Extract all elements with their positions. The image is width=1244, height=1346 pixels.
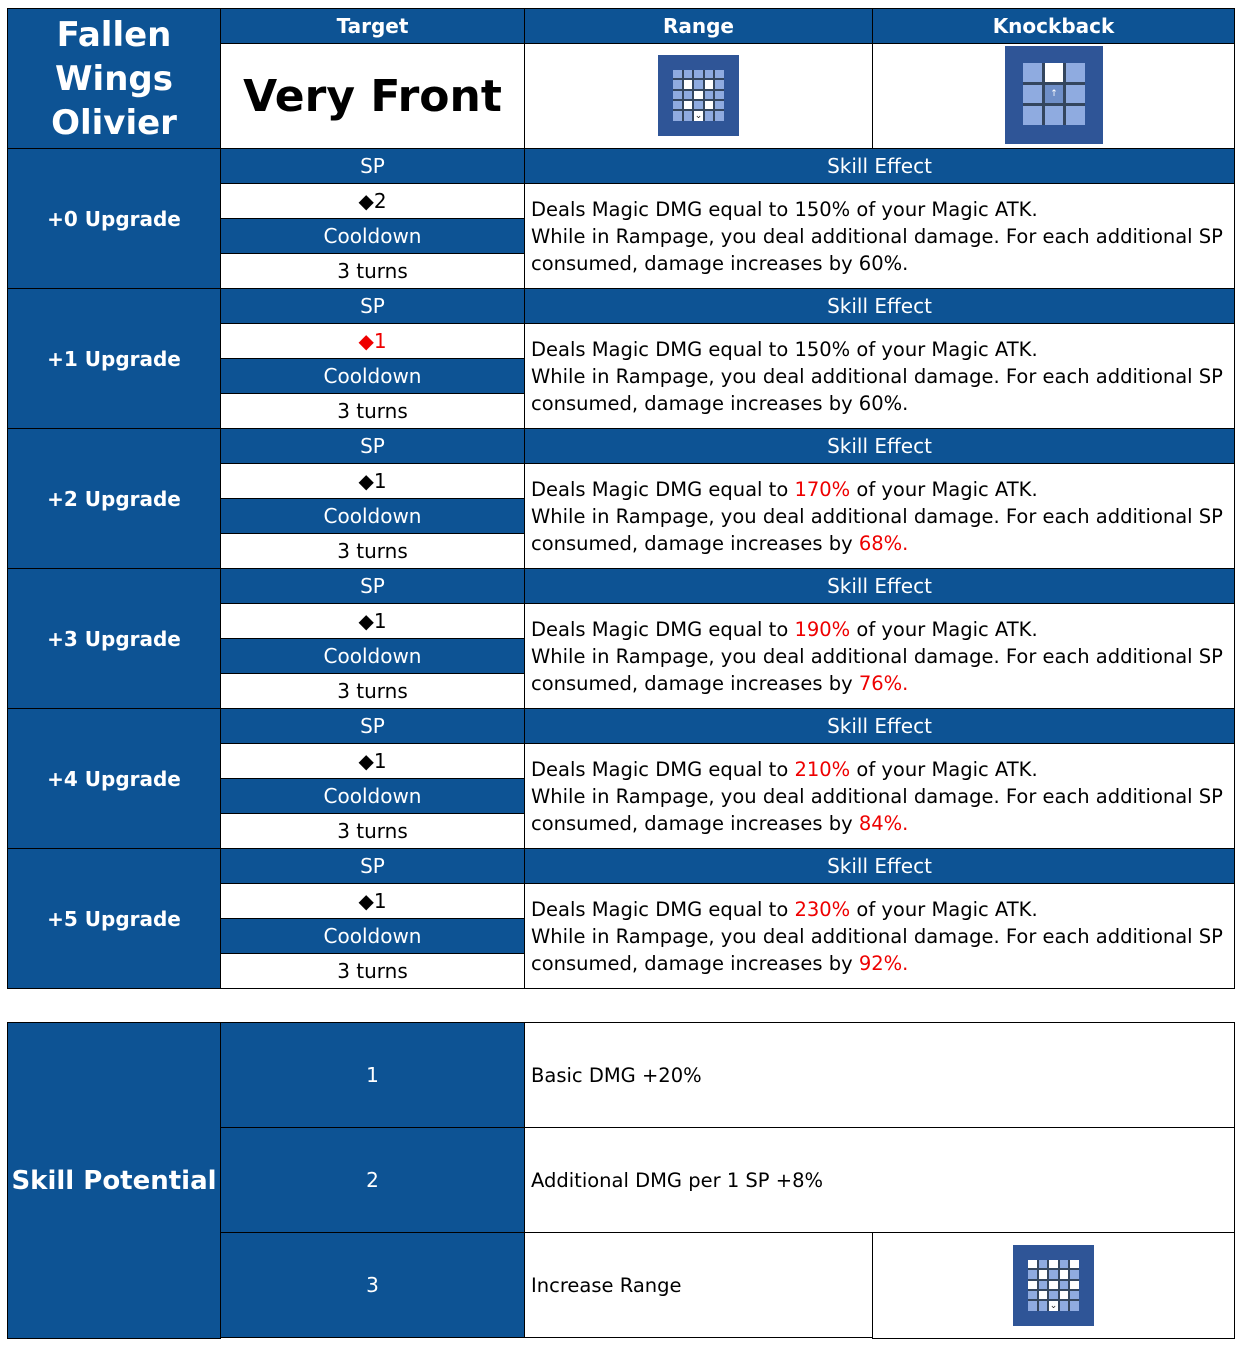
sp-number: 1: [373, 329, 387, 353]
sp-value: [220, 463, 525, 499]
sp-number: 1: [373, 469, 387, 493]
sp-header: SP: [220, 428, 525, 464]
target-value: Very Front: [220, 43, 525, 149]
range-grid-icon: ⌄: [658, 55, 739, 136]
knockback-cell: [872, 43, 1235, 149]
skill-effect-header: Skill Effect: [524, 568, 1235, 604]
sp-header: SP: [220, 568, 525, 604]
cooldown-header: Cooldown: [220, 638, 525, 674]
upgrade-label: +0 Upgrade: [7, 148, 221, 289]
potential-text: Basic DMG +20%: [524, 1022, 1235, 1128]
upgrade-label: +3 Upgrade: [7, 568, 221, 709]
sp-value: [220, 603, 525, 639]
target-header: Target: [220, 8, 525, 44]
cooldown-header: Cooldown: [220, 778, 525, 814]
sp-number: 1: [373, 889, 387, 913]
potential-number: 3: [220, 1232, 525, 1338]
skill-effect-header: Skill Effect: [524, 288, 1235, 324]
cooldown-header: Cooldown: [220, 498, 525, 534]
sp-value: [220, 743, 525, 779]
skill-effect-text: Deals Magic DMG equal to 230% of your Magic ATK. While in Rampage, you deal additional damage. For each additional SP consumed, damage increases by 92%.: [524, 883, 1235, 989]
cooldown-header: Cooldown: [220, 918, 525, 954]
potential-range-cell: [872, 1232, 1235, 1339]
sp-value: [220, 323, 525, 359]
skill-effect-text: Deals Magic DMG equal to 150% of your Magic ATK. While in Rampage, you deal additional damage. For each additional SP consumed, damage increases by 60%.: [524, 323, 1235, 429]
sp-diamond-icon: ◆: [358, 189, 374, 213]
sp-number: 2: [373, 189, 387, 213]
skill-effect-header: Skill Effect: [524, 428, 1235, 464]
skill-effect-text: Deals Magic DMG equal to 150% of your Magic ATK. While in Rampage, you deal additional damage. For each additional SP consumed, damage increases by 60%.: [524, 183, 1235, 289]
range-header: Range: [524, 8, 873, 44]
skill-effect-text: Deals Magic DMG equal to 170% of your Magic ATK. While in Rampage, you deal additional damage. For each additional SP consumed, damage increases by 68%.: [524, 463, 1235, 569]
range-cell: [524, 43, 873, 149]
potential-number: 1: [220, 1022, 525, 1128]
upgrade-label: +4 Upgrade: [7, 708, 221, 849]
sp-header: SP: [220, 288, 525, 324]
cooldown-header: Cooldown: [220, 218, 525, 254]
sp-header: SP: [220, 848, 525, 884]
skill-effect-header: Skill Effect: [524, 708, 1235, 744]
potential-number: 2: [220, 1127, 525, 1233]
sp-header: SP: [220, 708, 525, 744]
cooldown-value: 3 turns: [220, 533, 525, 569]
knockback-up-icon: ↑: [1005, 46, 1103, 144]
upgrade-label: +5 Upgrade: [7, 848, 221, 989]
cooldown-value: 3 turns: [220, 813, 525, 849]
skill-potential-title: Skill Potential: [7, 1022, 221, 1339]
sp-diamond-icon: ◆: [358, 469, 374, 493]
skill-name: Fallen Wings Olivier: [7, 8, 221, 149]
cooldown-value: 3 turns: [220, 393, 525, 429]
cooldown-value: 3 turns: [220, 253, 525, 289]
sp-value: [220, 883, 525, 919]
upgrade-label: +1 Upgrade: [7, 288, 221, 429]
upgrade-label: +2 Upgrade: [7, 428, 221, 569]
skill-effect-header: Skill Effect: [524, 148, 1235, 184]
cooldown-value: 3 turns: [220, 673, 525, 709]
sp-value: [220, 183, 525, 219]
increased-range-grid-icon: ⌄: [1013, 1245, 1094, 1326]
knockback-header: Knockback: [872, 8, 1235, 44]
potential-text: Additional DMG per 1 SP +8%: [524, 1127, 1235, 1233]
skill-effect-header: Skill Effect: [524, 848, 1235, 884]
skill-effect-text: Deals Magic DMG equal to 190% of your Magic ATK. While in Rampage, you deal additional damage. For each additional SP consumed, damage increases by 76%.: [524, 603, 1235, 709]
sp-number: 1: [373, 749, 387, 773]
sp-diamond-icon: ◆: [358, 609, 374, 633]
sp-header: SP: [220, 148, 525, 184]
sp-diamond-icon: ◆: [358, 329, 374, 353]
cooldown-value: 3 turns: [220, 953, 525, 989]
skill-effect-text: Deals Magic DMG equal to 210% of your Magic ATK. While in Rampage, you deal additional damage. For each additional SP consumed, damage increases by 84%.: [524, 743, 1235, 849]
sp-number: 1: [373, 609, 387, 633]
cooldown-header: Cooldown: [220, 358, 525, 394]
potential-text: Increase Range: [524, 1232, 873, 1338]
sp-diamond-icon: ◆: [358, 889, 374, 913]
sp-diamond-icon: ◆: [358, 749, 374, 773]
